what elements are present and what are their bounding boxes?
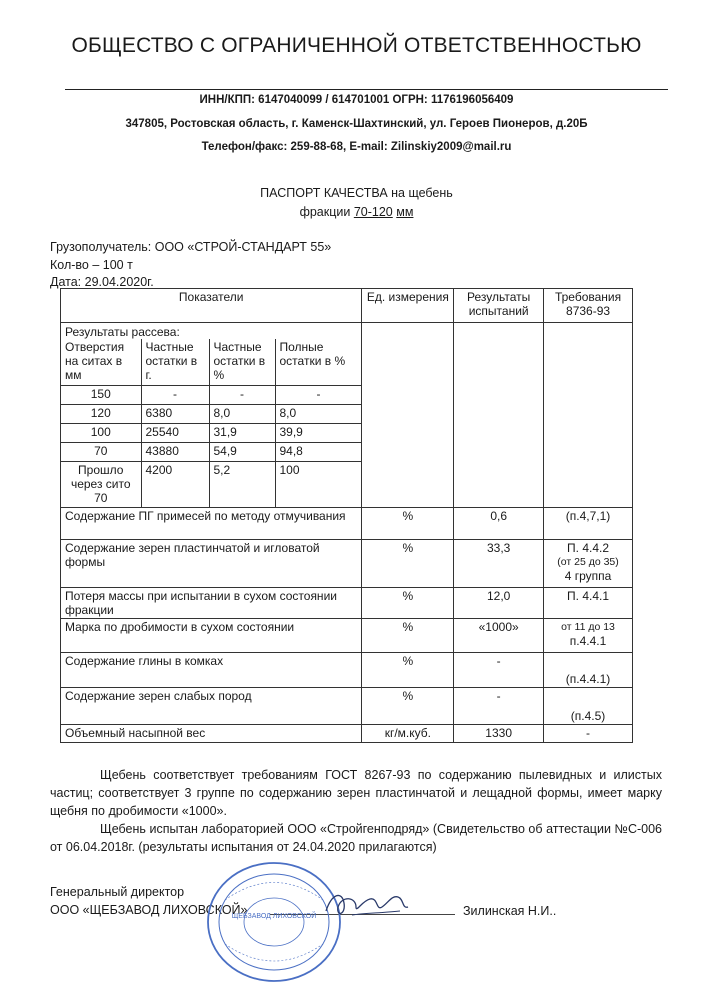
sieve-table (61, 339, 361, 507)
sieve-cell: 8,0 (275, 404, 361, 423)
sieve-header: Частные остатки в % (209, 339, 275, 385)
row-unit: % (362, 588, 454, 619)
row-req-cell (544, 540, 633, 588)
table-row (61, 688, 633, 725)
header-indicators: Показатели (61, 289, 362, 323)
table-row (61, 653, 633, 688)
fraction-unit: мм (396, 205, 414, 219)
row-name: Содержание глины в комках (61, 653, 362, 688)
sieve-cell: 54,9 (209, 442, 275, 461)
row-req-group: 4 группа (564, 569, 612, 583)
sieve-data-row (61, 461, 361, 507)
row-req-point: п.4.4.1 (569, 634, 607, 648)
row-req: (п.4.4.1) (544, 653, 633, 688)
row-result: 1330 (454, 725, 544, 743)
sieve-cell: 6380 (141, 404, 209, 423)
row-unit: % (362, 619, 454, 653)
stamp-text: ЩЕБЗАВОД ЛИХОВСКОЙ (231, 913, 317, 920)
sieve-header-row (61, 339, 361, 385)
sieve-cell: 39,9 (275, 423, 361, 442)
sieve-title: Результаты рассева: (61, 323, 362, 340)
row-name: Объемный насыпной вес (61, 725, 362, 743)
quantity: Кол-во – 100 т (50, 258, 133, 272)
table-row (61, 508, 633, 540)
sieve-header: Отверстия на ситах в мм (61, 339, 141, 385)
signer-position: Генеральный директор (50, 885, 185, 899)
conclusion-paragraph-1: Щебень соответствует требованиям ГОСТ 8267-93 по содержанию пылевидных и илистых частиц; соответствует 3 группе по содержанию зерен пластинчатой и лещадной формы, имеет марку щебня по дробимости «1000». (50, 768, 662, 818)
row-result: 12,0 (454, 588, 544, 619)
sieve-data-row (61, 442, 361, 461)
sieve-data-row (61, 404, 361, 423)
row-req: (п.4.5) (544, 688, 633, 725)
sieve-cell: - (275, 385, 361, 404)
date: Дата: 29.04.2020г. (50, 275, 154, 289)
row-req: П. 4.4.2 (567, 541, 610, 555)
sieve-cell: - (209, 385, 275, 404)
inn-line: ИНН/КПП: 6147040099 / 614701001 ОГРН: 1176196056409 (199, 94, 514, 106)
header-results: Результаты испытаний (454, 289, 544, 323)
sieve-title-row (61, 323, 633, 340)
row-name: Содержание зерен слабых пород (61, 688, 362, 725)
row-unit: % (362, 508, 454, 540)
table-row (61, 619, 633, 653)
sieve-cell: Прошло через сито 70 (61, 461, 141, 507)
sieve-cell: 150 (61, 385, 141, 404)
fraction-value: 70-120 (353, 205, 393, 219)
row-req: - (544, 725, 633, 743)
row-result: 0,6 (454, 508, 544, 540)
sieve-data-row (61, 423, 361, 442)
table-header-row (61, 289, 633, 323)
fraction-line (0, 205, 713, 219)
table-row (61, 540, 633, 588)
row-result: 33,3 (454, 540, 544, 588)
sieve-cell: 70 (61, 442, 141, 461)
sieve-cell: - (141, 385, 209, 404)
header-divider (65, 89, 668, 90)
conclusion-paragraph-2: Щебень испытан лабораторией ООО «Стройгенподряд» (Свидетельство об аттестации №С-006 от 06.04.2018г. (результаты испытания от 24.04.2020 прилагаются) (50, 822, 662, 854)
row-name: Содержание ПГ примесей по методу отмучивания (61, 508, 362, 540)
fraction-label: фракции (299, 205, 351, 219)
table-row (61, 725, 633, 743)
row-name: Марка по дробимости в сухом состоянии (61, 619, 362, 653)
row-req: (п.4,7,1) (544, 508, 633, 540)
quality-table (60, 288, 633, 743)
table-row (61, 588, 633, 619)
signer-org: ООО «ЩЕБЗАВОД ЛИХОВСКОЙ» (50, 903, 248, 917)
row-req: П. 4.4.1 (544, 588, 633, 619)
row-result: - (454, 688, 544, 725)
address-line: 347805, Ростовская область, г. Каменск-Шахтинский, ул. Героев Пионеров, д.20Б (125, 118, 588, 130)
row-unit: % (362, 688, 454, 725)
row-req: от 11 до 13 (561, 621, 615, 633)
sieve-cell: 25540 (141, 423, 209, 442)
sieve-cell: 31,9 (209, 423, 275, 442)
row-unit: кг/м.куб. (362, 725, 454, 743)
sieve-cell: 8,0 (209, 404, 275, 423)
row-req-cell (544, 619, 633, 653)
company-title: ОБЩЕСТВО С ОГРАНИЧЕННОЙ ОТВЕТСТВЕННОСТЬЮ (71, 34, 642, 57)
sieve-cell: 5,2 (209, 461, 275, 507)
consignee: Грузополучатель: ООО «СТРОЙ-СТАНДАРТ 55» (50, 240, 332, 254)
contacts-line: Телефон/факс: 259-88-68, E-mail: Zilinskiy2009@mail.ru (201, 141, 512, 153)
row-unit: % (362, 540, 454, 588)
header-requirements: Требования 8736-93 (544, 289, 633, 323)
sieve-data-row (61, 385, 361, 404)
sieve-cell: 120 (61, 404, 141, 423)
row-req-range: (от 25 до 35) (557, 556, 619, 568)
signer-name: Зилинская Н.И.. (463, 904, 557, 918)
sieve-cell: 100 (275, 461, 361, 507)
sieve-cell: 43880 (141, 442, 209, 461)
handwritten-signature (322, 887, 412, 923)
row-unit: % (362, 653, 454, 688)
row-result: - (454, 653, 544, 688)
row-result: «1000» (454, 619, 544, 653)
row-name: Содержание зерен пластинчатой и игловатой формы (61, 540, 362, 588)
sieve-cell: 100 (61, 423, 141, 442)
row-name: Потеря массы при испытании в сухом состоянии фракции (61, 588, 362, 619)
sieve-cell: 94,8 (275, 442, 361, 461)
sieve-header: Частные остатки в г. (141, 339, 209, 385)
passport-title: ПАСПОРТ КАЧЕСТВА на щебень (260, 186, 453, 200)
header-unit: Ед. измерения (362, 289, 454, 323)
sieve-header: Полные остатки в % (275, 339, 361, 385)
sieve-cell: 4200 (141, 461, 209, 507)
